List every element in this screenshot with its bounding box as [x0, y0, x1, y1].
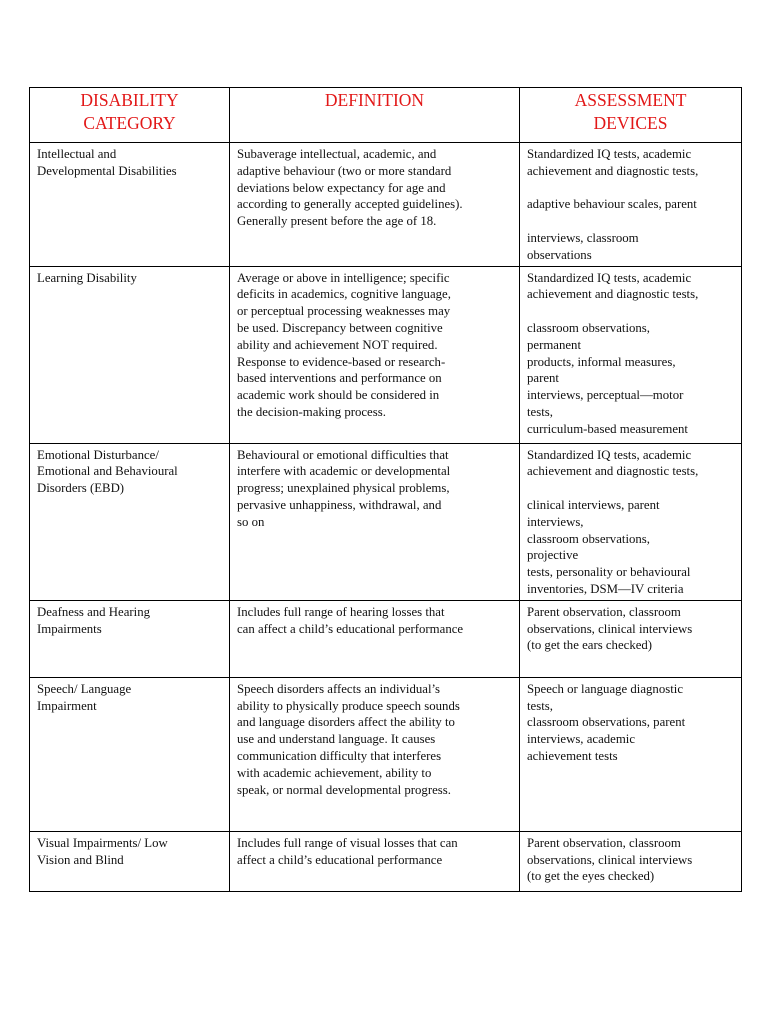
- header-definition-line: DEFINITION: [324, 90, 425, 110]
- devices-line: curriculum-based measurement: [527, 421, 688, 436]
- devices-cell: [520, 831, 742, 891]
- devices-line: (to get the eyes checked): [527, 869, 655, 884]
- category-line: Learning Disability: [37, 270, 137, 285]
- header-definition: [230, 88, 520, 143]
- category-cell: [30, 143, 230, 267]
- category-line: Developmental Disabilities: [37, 163, 177, 178]
- table-row: [30, 143, 742, 267]
- definition-line: academic work should be considered in: [237, 388, 440, 403]
- definition-line: Response to evidence-based or research-: [237, 354, 446, 369]
- definition-line: Subaverage intellectual, academic, and: [237, 147, 437, 161]
- category-line: Visual Impairments/ Low: [37, 835, 168, 850]
- definition-line: communication difficulty that interferes: [237, 748, 442, 763]
- definition-line: the decision-making process.: [237, 404, 386, 419]
- definition-line: with academic achievement, ability to: [237, 765, 432, 780]
- devices-line: Parent observation, classroom: [527, 835, 681, 850]
- header-row: [30, 88, 742, 143]
- devices-line: tests,: [527, 404, 553, 419]
- definition-line: be used. Discrepancy between cognitive: [237, 320, 443, 335]
- definition-line: or perceptual processing weaknesses may: [237, 304, 451, 319]
- disability-table: [29, 87, 742, 892]
- definition-line: Includes full range of hearing losses that: [237, 604, 445, 619]
- category-line: Emotional and Behavioural: [37, 464, 178, 479]
- definition-cell: [230, 677, 520, 831]
- devices-line: clinical interviews, parent: [527, 497, 660, 512]
- header-devices-line: DEVICES: [593, 113, 668, 133]
- definition-line: progress; unexplained physical problems,: [237, 481, 450, 496]
- table-row: [30, 677, 742, 831]
- header-category-line: DISABILITY: [80, 90, 179, 110]
- devices-line: achievement and diagnostic tests,: [527, 163, 699, 178]
- devices-line: tests, personality or behavioural: [527, 565, 691, 580]
- devices-line: projective: [527, 548, 579, 563]
- definition-line: and language disorders affect the ability to: [237, 715, 455, 730]
- definition-line: deviations below expectancy for age and: [237, 180, 446, 195]
- table-row: [30, 266, 742, 443]
- table-row: [30, 600, 742, 677]
- devices-line: products, informal measures,: [527, 354, 676, 369]
- definition-line: Generally present before the age of 18.: [237, 214, 437, 229]
- blank-line: [527, 180, 737, 197]
- devices-line: achievement and diagnostic tests,: [527, 287, 699, 302]
- definition-cell: [230, 600, 520, 677]
- category-cell: [30, 677, 230, 831]
- definition-line: speak, or normal developmental progress.: [237, 782, 451, 797]
- devices-line: adaptive behaviour scales, parent: [527, 197, 697, 212]
- definition-line: ability to physically produce speech sounds: [237, 698, 460, 713]
- devices-line: Standardized IQ tests, academic: [527, 147, 692, 161]
- devices-line: observations, clinical interviews: [527, 621, 693, 636]
- devices-line: parent: [527, 371, 559, 386]
- definition-line: so on: [237, 514, 265, 529]
- category-cell: [30, 443, 230, 600]
- devices-cell: [520, 677, 742, 831]
- definition-line: according to generally accepted guidelines).: [237, 197, 463, 212]
- blank-line: [527, 213, 737, 230]
- category-line: Impairments: [37, 621, 102, 636]
- definition-line: pervasive unhappiness, withdrawal, and: [237, 497, 442, 512]
- category-cell: [30, 831, 230, 891]
- devices-line: classroom observations, parent: [527, 715, 686, 730]
- definition-cell: [230, 143, 520, 267]
- header-devices-line: ASSESSMENT: [574, 90, 687, 110]
- devices-line: classroom observations,: [527, 320, 650, 335]
- definition-cell: [230, 443, 520, 600]
- category-line: Vision and Blind: [37, 852, 124, 867]
- devices-cell: [520, 143, 742, 267]
- devices-line: classroom observations,: [527, 531, 650, 546]
- category-cell: [30, 266, 230, 443]
- header-category-line: CATEGORY: [83, 113, 176, 133]
- category-line: Disorders (EBD): [37, 481, 125, 496]
- devices-line: permanent: [527, 337, 582, 352]
- blank-line: [527, 480, 737, 497]
- devices-line: observations: [527, 247, 592, 262]
- category-line: Emotional Disturbance/: [37, 447, 159, 462]
- blank-line: [527, 303, 737, 320]
- definition-line: Average or above in intelligence; specific: [237, 270, 450, 285]
- table-row: [30, 831, 742, 891]
- definition-line: based interventions and performance on: [237, 371, 442, 386]
- devices-line: achievement and diagnostic tests,: [527, 464, 699, 479]
- definition-line: adaptive behaviour (two or more standard: [237, 163, 452, 178]
- devices-line: Standardized IQ tests, academic: [527, 270, 692, 285]
- header-category: [30, 88, 230, 143]
- devices-line: tests,: [527, 698, 553, 713]
- definition-cell: [230, 831, 520, 891]
- devices-line: interviews, academic: [527, 732, 636, 747]
- devices-line: Parent observation, classroom: [527, 604, 681, 619]
- category-line: Deafness and Hearing: [37, 604, 150, 619]
- devices-line: interviews, perceptual—motor: [527, 388, 684, 403]
- devices-line: interviews, classroom: [527, 230, 639, 245]
- table-row: [30, 443, 742, 600]
- devices-line: (to get the ears checked): [527, 638, 653, 653]
- devices-line: Speech or language diagnostic: [527, 681, 683, 696]
- category-line: Intellectual and: [37, 147, 117, 161]
- devices-cell: [520, 443, 742, 600]
- definition-line: Includes full range of visual losses that can: [237, 835, 458, 850]
- definition-line: ability and achievement NOT required.: [237, 337, 438, 352]
- devices-line: Standardized IQ tests, academic: [527, 447, 692, 462]
- definition-cell: [230, 266, 520, 443]
- definition-line: deficits in academics, cognitive language,: [237, 287, 451, 302]
- category-line: Speech/ Language: [37, 681, 132, 696]
- definition-line: Behavioural or emotional difficulties that: [237, 447, 449, 462]
- category-line: Impairment: [37, 698, 97, 713]
- devices-line: achievement tests: [527, 748, 618, 763]
- devices-cell: [520, 600, 742, 677]
- definition-line: affect a child’s educational performance: [237, 852, 443, 867]
- devices-line: interviews,: [527, 514, 584, 529]
- devices-line: inventories, DSM—IV criteria: [527, 581, 684, 596]
- definition-line: interfere with academic or developmental: [237, 464, 451, 479]
- definition-line: can affect a child’s educational performance: [237, 621, 464, 636]
- category-cell: [30, 600, 230, 677]
- definition-line: use and understand language. It causes: [237, 732, 436, 747]
- devices-line: observations, clinical interviews: [527, 852, 693, 867]
- header-devices: [520, 88, 742, 143]
- definition-line: Speech disorders affects an individual’s: [237, 681, 441, 696]
- devices-cell: [520, 266, 742, 443]
